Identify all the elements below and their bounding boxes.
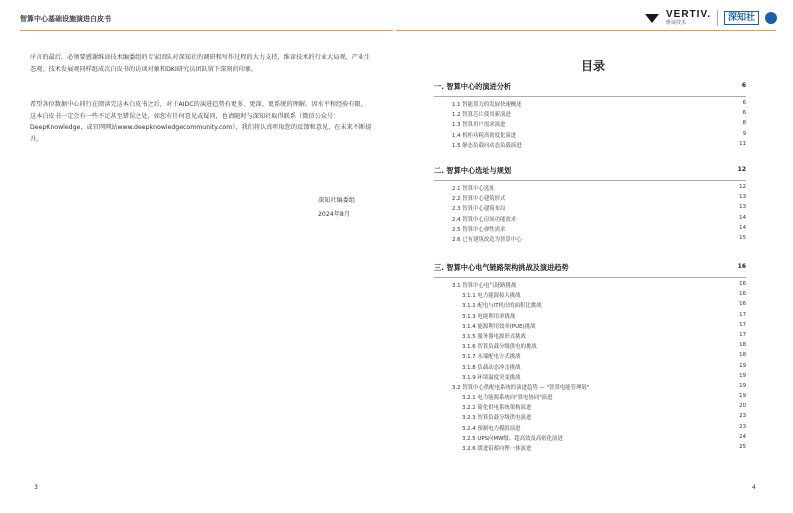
toc-item[interactable] [434, 110, 746, 120]
toc-item-label: 1.4 机柜功耗高密度化演进 [452, 132, 517, 139]
toc-item-label: 3.1 智算中心电气链路挑战 [452, 283, 517, 289]
toc-item-label: 3.1.9 环境温度突变挑战 [462, 374, 521, 381]
toc-item[interactable] [434, 373, 746, 383]
toc-item[interactable] [434, 434, 746, 444]
toc-item-label: 3.2.1 电力能源系统向"算电协同"演进 [462, 395, 553, 402]
toc-item[interactable] [434, 215, 746, 225]
toc-item[interactable] [434, 194, 746, 204]
toc-item-label: 3.1.7 末端配电方式挑战 [462, 354, 521, 361]
toc-section-heading[interactable] [434, 166, 746, 180]
logo-divider [717, 10, 718, 26]
toc-item-page: 8 [742, 120, 746, 127]
toc-item-page: 16 [739, 301, 746, 308]
toc-item-page: 15 [739, 234, 746, 241]
left-page [0, 0, 396, 513]
toc-item-label: 2.3 智算中心建筑布局 [452, 206, 506, 213]
toc-item[interactable] [434, 141, 746, 151]
toc-section-rule [434, 96, 746, 97]
toc-item[interactable] [434, 383, 746, 393]
toc-item-page: 11 [739, 140, 746, 147]
toc-item-page: 23 [739, 413, 746, 420]
toc-item[interactable] [434, 413, 746, 423]
signature-date: 2024年8月 [318, 211, 351, 218]
toc-item[interactable] [434, 342, 746, 352]
toc-item-page: 12 [739, 184, 746, 190]
toc-item-label: 3.1.4 能源利用效率(PUE)挑战 [462, 323, 536, 330]
toc-item[interactable] [434, 312, 746, 322]
vertiv-logo-subtext: 维谛技术 [666, 20, 687, 26]
toc-item-page: 16 [739, 291, 746, 298]
toc-item-label: 2.6 已有建筑改造为智算中心 [452, 236, 522, 243]
document-header-title: 智算中心基础设施演进白皮书 [20, 15, 111, 23]
toc-item-page: 16 [739, 281, 746, 287]
toc-item-label: 2.5 智算中心弹性需求 [452, 226, 506, 233]
toc-item[interactable] [434, 184, 746, 194]
toc-item-page: 18 [739, 342, 746, 349]
toc-item-label: 3.2 智算中心供配电系统的演进趋势 — "智算电能管理链" [452, 384, 590, 391]
toc-item-page: 14 [739, 214, 746, 221]
toc-item-label: 2.2 智算中心建筑形式 [452, 196, 506, 203]
toc-item[interactable] [434, 225, 746, 235]
toc-item[interactable] [434, 301, 746, 311]
vertiv-logo-icon [644, 12, 660, 24]
toc-section-page: 16 [737, 263, 746, 270]
toc-item-label: 3.2.2 简化供电系统架构演进 [462, 405, 532, 412]
partner-logo-icon [765, 12, 777, 24]
toc-item-page: 14 [739, 224, 746, 231]
toc-item-label: 3.1.1 电力能源接入挑战 [462, 293, 521, 300]
toc-section-rule [434, 277, 746, 278]
toc-item-label: 3.2.3 智算负载分级供电演进 [462, 415, 532, 422]
toc-item-page: 20 [739, 403, 746, 410]
toc-item-page: 6 [742, 110, 746, 117]
toc-item[interactable] [434, 444, 746, 454]
toc-item-page: 17 [739, 311, 746, 318]
toc-section-title: 三. 智算中心电气链路架构挑战及演进趋势 [434, 263, 569, 272]
signature: 深知社编委组 [318, 197, 356, 204]
toc-item-label: 2.4 智算中心房间功能需求 [452, 216, 517, 223]
page-number-right: 4 [752, 484, 756, 491]
toc-section-heading[interactable] [434, 263, 746, 277]
toc-item-label: 1.3 智算用户需求演进 [452, 122, 506, 129]
toc-section-1 [434, 82, 746, 151]
toc-item-page: 23 [739, 423, 746, 430]
toc-item-page: 24 [739, 433, 746, 440]
toc-section-heading[interactable] [434, 82, 746, 96]
toc-section-2 [434, 166, 746, 245]
toc-section-page: 6 [741, 82, 746, 89]
toc-item-page: 17 [739, 321, 746, 328]
vertiv-logo-text: VERTIV. [666, 9, 711, 20]
logo-bar [644, 10, 777, 26]
toc-item-page: 9 [742, 130, 746, 137]
toc-item-page: 13 [739, 194, 746, 201]
toc-item-label: 1.5 静态负载向动态负载演进 [452, 142, 522, 149]
toc-item[interactable] [434, 120, 746, 130]
toc-item-page: 19 [739, 393, 746, 400]
toc-item-label: 3.1.5 服务器电源形式挑战 [462, 333, 526, 340]
toc-item-page: 25 [739, 444, 746, 450]
toc-item-page: 17 [739, 331, 746, 338]
toc-item[interactable] [434, 235, 746, 245]
toc-item-page: 13 [739, 204, 746, 211]
toc-item[interactable] [434, 322, 746, 332]
toc-item-label: 1.2 智算芯片使用新演进 [452, 112, 511, 119]
toc-item[interactable] [434, 403, 746, 413]
toc-item-label: 3.1.6 智算负载分级供电的挑战 [462, 344, 537, 351]
toc-title: 目录 [581, 59, 606, 73]
toc-item[interactable] [434, 332, 746, 342]
toc-item-page: 6 [742, 100, 746, 106]
toc-item-label: 3.1.8 负载动态冲击挑战 [462, 364, 521, 371]
preface-paragraph-1: 序言的最后，必须要感谢维谛技术编委组的专家团队对深知社的调研和写作过程的大力支持，维谛技术的行业大局观、产业生态观、技术发展观同样组成次白皮书的访谈对象和DKI研究员团队留下深刻的印象。 [30, 54, 371, 73]
toc-item-label: 2.1 智算中心选址 [452, 186, 495, 192]
toc-section-title: 二. 智算中心选址与规划 [434, 166, 512, 175]
toc-item-label: 3.2.6 缓进铅蓄向锂一体演进 [462, 446, 532, 452]
toc-item[interactable] [434, 204, 746, 214]
toc-item[interactable] [434, 281, 746, 291]
vertiv-logo [666, 10, 711, 26]
toc-item[interactable] [434, 424, 746, 434]
toc-item[interactable] [434, 352, 746, 362]
toc-item-page: 19 [739, 372, 746, 379]
toc-item-page: 19 [739, 362, 746, 369]
preface-paragraph-2: 希望各位数据中心同行在阅读完这本白皮书之后，对于AIDC的演进趋势有更多、更深、更系统的理解。因水平和经验有限，这本白皮书一定会有一些不足甚至错误之处，如您有任何意见或疑问，也请随时与深知社取得联系（微信公众号：DeepKnowledge，或官网网站www.deepknowledgecommunity.com），我们将认真听取您的反馈和意见，在未来不断提升。 [30, 101, 372, 143]
toc-item-label: 3.2.5 UPS向MW级、超高效及高密化演进 [462, 435, 563, 442]
toc-item[interactable] [434, 100, 746, 110]
toc-item-page: 19 [739, 382, 746, 389]
toc-section-title: 一. 智算中心的演进分析 [434, 82, 512, 91]
header-rule-right [396, 30, 776, 31]
partner-logo: 深知社 [724, 11, 759, 25]
header-rule [20, 30, 393, 31]
toc-item-label: 3.2.4 预制电力模组演进 [462, 425, 521, 432]
toc-item-label: 3.1.2 配电与IT机房的面积比挑战 [462, 303, 542, 310]
toc-section-page: 12 [737, 166, 746, 173]
right-page [396, 0, 793, 513]
toc-item-page: 18 [739, 352, 746, 359]
toc-item[interactable] [434, 393, 746, 403]
toc-section-3 [434, 263, 746, 454]
toc-section-rule [434, 180, 746, 181]
toc-item[interactable] [434, 291, 746, 301]
toc-item[interactable] [434, 131, 746, 141]
toc-item[interactable] [434, 363, 746, 373]
toc-item-label: 3.1.3 电能利用率挑战 [462, 313, 516, 320]
page-number-left: 3 [34, 484, 38, 491]
toc-item-label: 1.1 智能算力的发展快速概述 [452, 102, 522, 108]
